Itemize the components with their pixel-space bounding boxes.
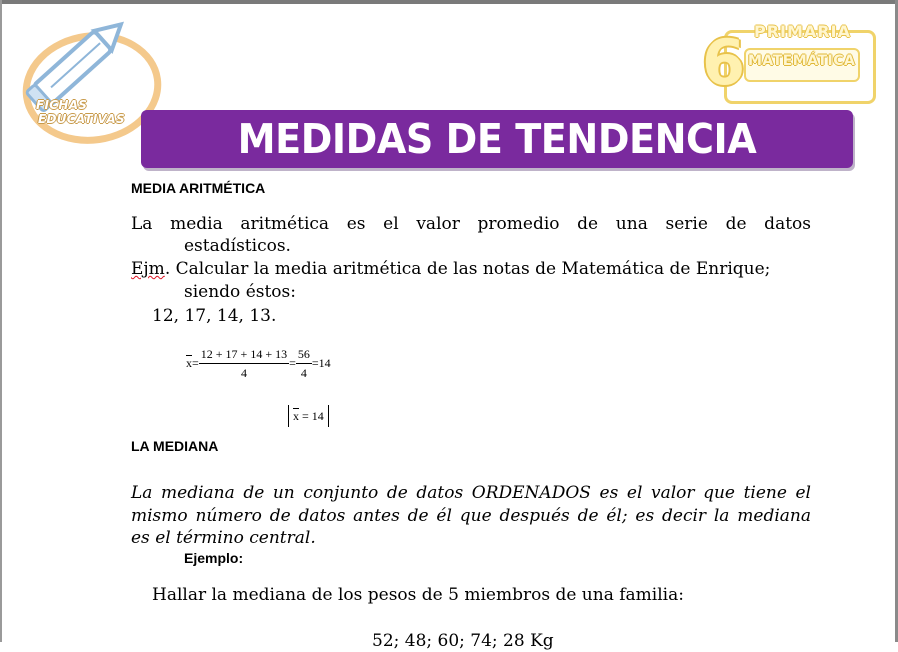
example-abbrev: Ejm (131, 259, 165, 279)
page-title: MEDIDAS DE TENDENCIA CENTRAL (237, 115, 757, 213)
boxed-result (288, 409, 329, 424)
section-heading-media: MEDIA ARITMÉTICA (131, 180, 266, 196)
weights-list: 52; 48; 60; 74; 28 Kg (372, 631, 554, 651)
formula-numerator-2: 56 (296, 347, 312, 364)
boxed-result-frame (288, 405, 329, 427)
grade-badge (700, 20, 876, 104)
media-definition-line1: La media aritmética es el valor promedio de una serie de datos (131, 214, 811, 234)
mediana-definition-line2: mismo número de datos antes de él que después de él; es decir la mediana (131, 506, 811, 526)
logo-text-line2: EDUCATIVAS (38, 112, 125, 126)
boxed-mean-symbol: $\overline{x}$ (293, 409, 299, 423)
formula-mean-symbol: $\overline{x}$ (186, 355, 192, 370)
logo-text-line1: FICHAS (36, 98, 88, 112)
boxed-value: = 14 (299, 409, 324, 423)
example-line1 (131, 258, 811, 280)
example-label: Ejemplo: (184, 550, 244, 566)
window-left-border (0, 0, 2, 642)
formula-result: 14 (318, 355, 331, 370)
badge-subject: MATEMÁTICA (748, 53, 856, 69)
mediana-definition-line1: La mediana de un conjunto de datos ORDENADOS es el valor que tiene el (131, 483, 811, 503)
formula-fraction-1 (199, 347, 289, 381)
formula-denominator-1: 4 (240, 366, 247, 380)
mean-formula (186, 347, 331, 381)
formula-equals-1: = (192, 355, 199, 370)
formula-denominator-2: 4 (300, 366, 307, 380)
formula-fraction-2 (296, 347, 312, 381)
formula-equals-2: = (289, 355, 296, 370)
example-text: . Calcular la media aritmética de las notas de Matemática de Enrique; (164, 259, 771, 279)
formula-numerator-1: 12 + 17 + 14 + 13 (199, 347, 289, 364)
window-top-border (0, 0, 898, 4)
badge-level: PRIMARIA (754, 22, 851, 41)
mediana-task: Hallar la mediana de los pesos de 5 miembros de una familia: (152, 585, 684, 605)
media-definition-line2: estadísticos. (184, 236, 291, 256)
section-heading-mediana: LA MEDIANA (131, 438, 219, 454)
example-values: 12, 17, 14, 13. (152, 306, 277, 326)
badge-grade-number: 6 (702, 26, 746, 99)
formula-equals-3: = (311, 355, 319, 370)
mediana-definition-line3: es el término central. (131, 528, 316, 548)
example-line2: siendo éstos: (184, 282, 296, 302)
